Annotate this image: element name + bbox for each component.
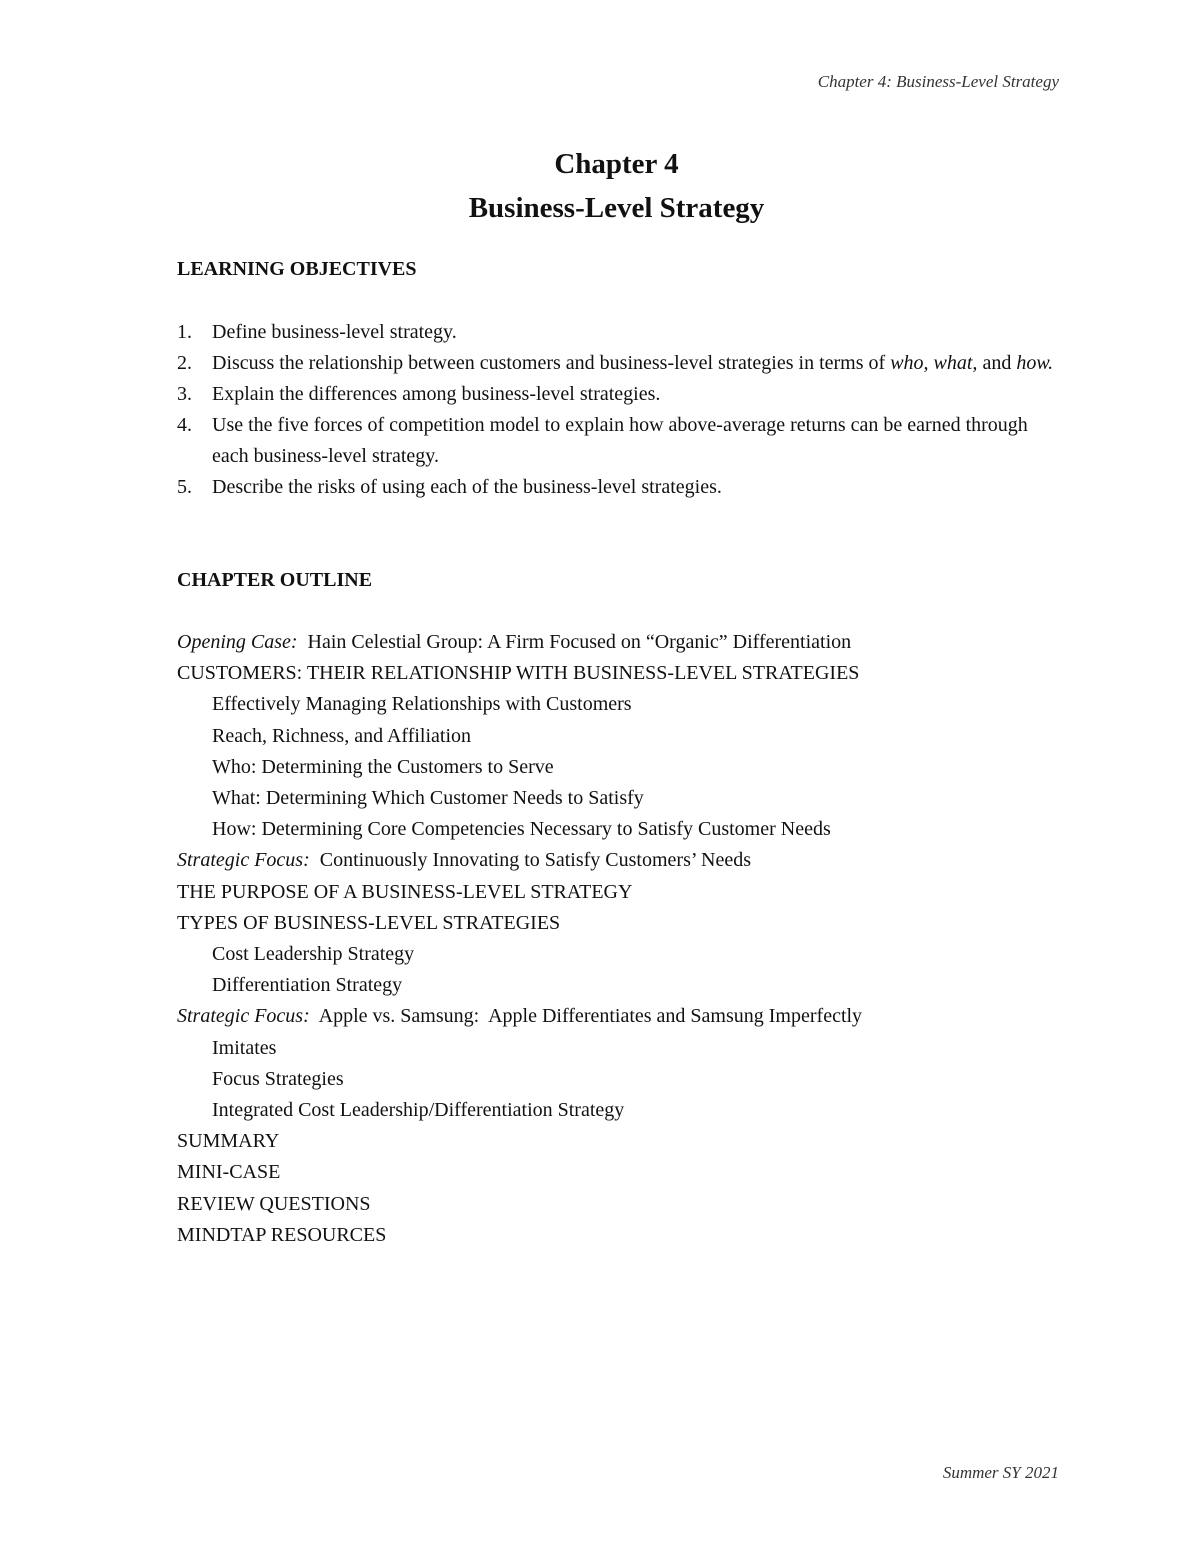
objective-item	[177, 379, 1067, 410]
chapter-outline	[177, 627, 1067, 1251]
outline-heading: MINDTAP RESOURCES	[177, 1223, 387, 1246]
outline-continuation: Imitates	[212, 1036, 277, 1059]
outline-subitem: Effectively Managing Relationships with Customers	[212, 693, 632, 716]
outline-label: Opening Case:	[177, 631, 298, 653]
outline-heading: MINI-CASE	[177, 1161, 281, 1184]
objective-number: 2.	[177, 352, 192, 374]
objective-number: 3.	[177, 383, 192, 405]
chapter-outline-heading: CHAPTER OUTLINE	[177, 569, 373, 591]
objective-text: Discuss the relationship between customers and business-level strategies in terms of	[212, 352, 891, 374]
objective-number: 5.	[177, 476, 192, 498]
objective-item	[177, 410, 1067, 472]
objective-item	[177, 317, 1067, 348]
objective-emphasis-who: who,	[890, 352, 929, 374]
outline-subitem: Differentiation Strategy	[212, 974, 403, 997]
outline-text: Hain Celestial Group: A Firm Focused on “Organic” Differentiation	[297, 631, 852, 653]
outline-subitem: Cost Leadership Strategy	[212, 943, 415, 966]
outline-subitem: Focus Strategies	[212, 1067, 344, 1090]
objective-text: Describe the risks of using each of the business-level strategies.	[212, 476, 722, 498]
objective-text: Use the five forces of competition model to explain how above-average returns can be earned through each business-level strategy.	[212, 414, 1028, 467]
learning-objectives-list	[177, 317, 1067, 503]
chapter-number: Chapter 4	[554, 148, 679, 180]
outline-subitem: What: Determining Which Customer Needs to Satisfy	[212, 787, 644, 810]
outline-heading: SUMMARY	[177, 1130, 280, 1153]
chapter-name: Business-Level Strategy	[468, 192, 765, 224]
objective-emphasis-what: what,	[933, 352, 978, 374]
outline-strategic-focus	[177, 845, 1067, 876]
objective-text: Explain the differences among business-level strategies.	[212, 383, 661, 405]
running-footer: Summer SY 2021	[942, 1463, 1059, 1482]
outline-label: Strategic Focus:	[177, 849, 310, 872]
objective-emphasis-how: how.	[1016, 352, 1054, 374]
objective-number: 4.	[177, 414, 192, 436]
outline-text: Apple vs. Samsung: Apple Differentiates and Samsung Imperfectly	[309, 1005, 863, 1028]
outline-heading: REVIEW QUESTIONS	[177, 1192, 371, 1215]
objective-number: 1.	[177, 321, 192, 343]
learning-objectives-heading: LEARNING OBJECTIVES	[177, 258, 417, 280]
outline-opening-case	[177, 627, 1067, 658]
outline-label: Strategic Focus:	[177, 1005, 310, 1028]
outline-subitem: Integrated Cost Leadership/Differentiation Strategy	[212, 1099, 625, 1122]
objective-item	[177, 472, 1067, 503]
outline-heading: TYPES OF BUSINESS-LEVEL STRATEGIES	[177, 911, 561, 934]
outline-subitem: Reach, Richness, and Affiliation	[212, 724, 472, 747]
outline-heading: THE PURPOSE OF A BUSINESS-LEVEL STRATEGY	[177, 880, 633, 903]
running-header: Chapter 4: Business-Level Strategy	[817, 72, 1059, 91]
objective-connector: and	[977, 352, 1017, 374]
chapter-title	[0, 142, 1200, 230]
objective-item	[177, 348, 1067, 379]
outline-subitem: How: Determining Core Competencies Necessary to Satisfy Customer Needs	[212, 818, 831, 841]
outline-text: Continuously Innovating to Satisfy Customers’ Needs	[309, 849, 752, 872]
objective-text: Define business-level strategy.	[212, 321, 457, 343]
outline-heading: CUSTOMERS: THEIR RELATIONSHIP WITH BUSINESS-LEVEL STRATEGIES	[177, 662, 860, 685]
outline-strategic-focus	[177, 1001, 1067, 1032]
outline-subitem: Who: Determining the Customers to Serve	[212, 755, 554, 778]
